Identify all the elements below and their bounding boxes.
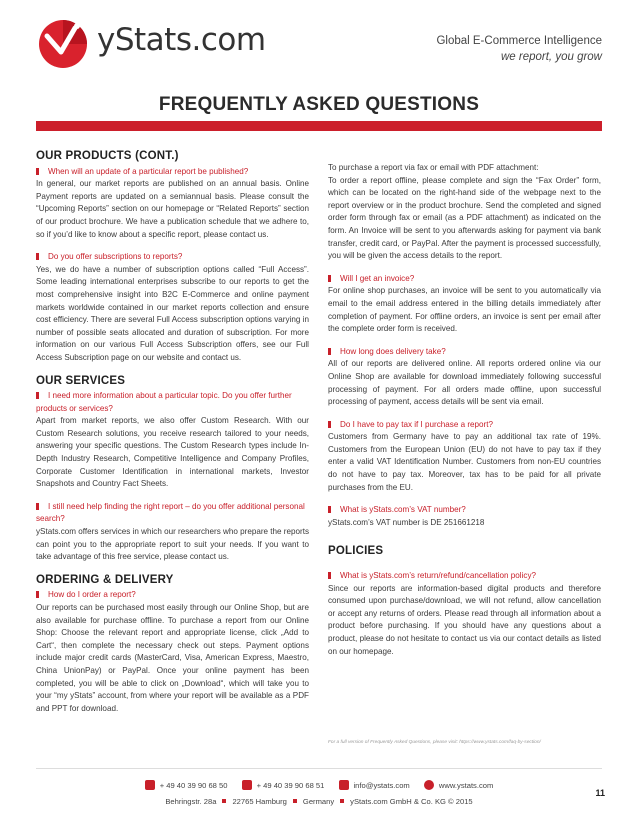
page-number: 11 (595, 788, 605, 798)
faq-question: When will an update of a particular report be published? (36, 166, 309, 179)
left-column (36, 150, 309, 725)
section-heading-policies: POLICIES (328, 545, 384, 558)
bullet-marker (36, 392, 39, 399)
faq-question: What is yStats.com’s VAT number? (328, 504, 601, 517)
faq-question: How do I order a report? (36, 589, 309, 602)
footer-web[interactable]: www.ystats.com (424, 780, 493, 790)
page-title: FREQUENTLY ASKED QUESTIONS (158, 94, 480, 115)
section-heading-ordering: ORDERING & DELIVERY (36, 573, 174, 586)
tagline-line1: Global E-Commerce Intelligence (436, 35, 602, 47)
section-heading-services: OUR SERVICES (36, 374, 126, 387)
footer-contacts (0, 780, 638, 790)
faq-answer: In general, our market reports are published on an annual basis. Online Payment reports are updated on a semiannual basis. Please consult the “Upcoming Reports” section on our homepage or “Related Reports” section of our product brochure. We have a publication schedule that we adhere to, so if you’d like to know about a specific report, please contact us. (36, 179, 309, 239)
footer-email[interactable]: info@ystats.com (339, 780, 410, 790)
bullet-marker (328, 421, 331, 428)
fax-intro: To purchase a report via fax or email with PDF attachment: (328, 163, 539, 172)
faq-answer: Apart from market reports, we also offer Custom Research. With our Custom Research solutions, you receive research tailored to your needs, answering your specific questions. The Custom Research types include In-Depth Industry Research, Competitive Intelligence and Company Profiles, Corporate Customer Identification in international markets, Investor Snapshots and Country Fact Sheets. (36, 416, 309, 489)
faq-question: I need more information about a particular topic. Do you offer further products or services? (36, 391, 292, 413)
separator-dot (222, 799, 226, 803)
footer-phone: + 49 40 39 90 68 50 (145, 780, 228, 790)
globe-icon (424, 780, 434, 790)
faq-question: Do you offer subscriptions to reports? (36, 251, 309, 264)
faq-answer: Our reports can be purchased most easily through our Online Shop, but are also available for purchase offline. To purchase a report from our Online Shop: Choose the relevant report and appropriate license, click „Add to Cart“, then complete the necessary check out steps. Payment options include major credit cards (MasterCard, Visa, American Express, Maestro, China UnionPay) or PayPal. Once your online payment has been completed, you will be able to click on „Download“, which will take you to your “my yStats” account, from where your report will be available as a PDF and PPT for download. (36, 603, 309, 713)
mail-icon (339, 780, 349, 790)
faq-answer: Since our reports are information-based digital products and therefore consumed upon purchase/download, we will not refund, allow cancellation or accept any returns of orders. Please read through all information about a product before purchasing. If you should have any questions about a product, please do not hesitate to contact us via our contact details as listed on our homepage. (328, 583, 601, 656)
brand-name: yStats.com (97, 22, 266, 58)
faq-question: What is yStats.com’s return/refund/cancellation policy? (328, 570, 601, 583)
bullet-marker (328, 506, 331, 513)
footer-address (0, 797, 638, 806)
bullet-marker (36, 168, 39, 175)
faq-answer: Customers from Germany have to pay an additional tax rate of 19%. Customers from the European Union (EU) do not have to pay tax if they enter a valid VAT Identification Number. Customers from non-EU countries do not have to pay tax. Moreover, tax has to be paid for all private purchases from the EU. (328, 432, 601, 492)
footer-fax: + 49 40 39 90 68 51 (242, 780, 325, 790)
faq-question: Will I get an invoice? (328, 273, 601, 286)
bullet-marker (328, 275, 331, 282)
faq-answer: yStats.com’s VAT number is DE 251661218 (328, 517, 485, 527)
company-name: yStats.com GmbH & Co. KG © 2015 (350, 797, 473, 806)
bullet-marker (36, 503, 39, 510)
right-column (328, 162, 601, 668)
footer-divider (36, 768, 602, 769)
faq-question: I still need help finding the right report – do you offer additional personal search? (36, 501, 305, 524)
faq-answer: All of our reports are delivered online. All reports ordered online via our Online Shop are available for download immediately following successful processing of payment. For all orders made offline, upon successful processing of payment, access details will be sent via email. (328, 359, 601, 407)
tagline-line2: we report, you grow (501, 51, 602, 63)
phone-icon (145, 780, 155, 790)
faq-question: Do I have to pay tax if I purchase a report? (328, 419, 601, 432)
address-street: Behringstr. 28a (165, 797, 217, 806)
faq-question: How long does delivery take? (328, 346, 601, 359)
fax-icon (242, 780, 252, 790)
fax-answer: To order a report offline, please complete and sign the “Fax Order” form, which can be located on the right-hand side of the webpage next to the report overview or in the product brochure. Send the completed and signed order form through fax or email (as a PDF attachment) as indicated on the form. An Invoice will be sent to you afterwards asking for payment via bank transfer, credit card, or PayPal. After the payment is processed successfully, you will be given the access details to the report. (328, 175, 601, 261)
title-divider (36, 121, 602, 131)
address-country: Germany (302, 797, 335, 806)
bullet-marker (36, 253, 39, 260)
address-city: 22765 Hamburg (232, 797, 287, 806)
bullet-marker (36, 591, 39, 598)
tagline (436, 33, 602, 65)
faq-answer: yStats.com offers services in which our researchers who prepare the reports can point you to the appropriate report to suit your needs. If you want to take advantage of this free service, please contact us. (36, 527, 309, 562)
faq-answer: For online shop purchases, an invoice will be sent to you automatically via email to the email address entered in the billing details immediately after completion of payment. For offline orders, an invoice is sent per email after the complete order form is received. (328, 286, 601, 334)
faq-footnote-link[interactable]: For a full version of Frequently Asked Questions, please visit: https://www.ystats.com/faq-by-section/ (328, 740, 541, 745)
separator-dot (293, 799, 297, 803)
bullet-marker (328, 572, 331, 579)
section-heading-products: OUR PRODUCTS (CONT.) (36, 150, 179, 162)
faq-answer: Yes, we do have a number of subscription options called “Full Access”. Some leading international enterprises subscribe to our reports to get the most comprehensive insight into B2C E-Commerce and online payment markets worldwide contained in our market reports collection and ensure cost efficiency. There are several Full Access subscription options varying in number of possible seats allocated and duration of subscription. For more information on our various Full Access Subscription offers, see our Full Access Subscription page on our website and contact us. (36, 264, 309, 362)
bullet-marker (328, 348, 331, 355)
separator-dot (340, 799, 344, 803)
